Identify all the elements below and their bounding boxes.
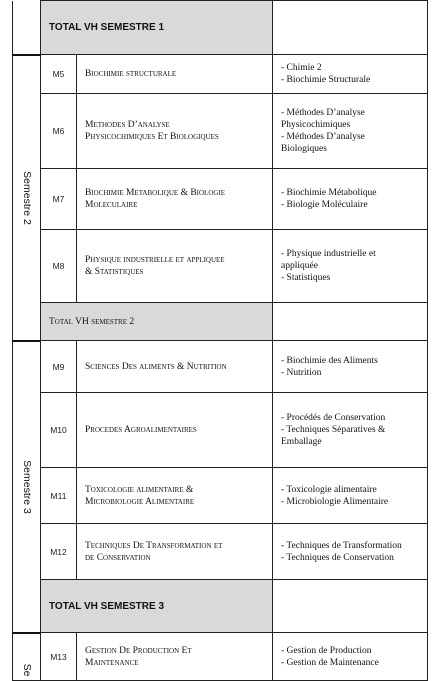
subject-item: - Biochimie des Aliments <box>281 355 378 366</box>
module-row <box>13 230 428 303</box>
total-vh-label: TOTAL VH SEMESTRE 3 <box>41 580 273 633</box>
subject-item: - Biochimie Métabolique <box>281 188 377 198</box>
module-code: M8 <box>41 230 77 303</box>
module-code: M10 <box>41 393 77 468</box>
module-title-line: Gestion De Production Et <box>85 645 192 656</box>
module-title-line: Maintenance <box>85 657 139 668</box>
module-row <box>13 393 428 468</box>
total-vh-value <box>273 1 428 55</box>
total-vh-value <box>273 580 428 633</box>
module-code: M9 <box>41 341 77 393</box>
module-title <box>77 633 273 681</box>
semester-label: Se <box>20 663 33 676</box>
module-title-line: Methodes D’analyse <box>85 120 170 130</box>
module-code: M11 <box>41 468 77 524</box>
module-title-line: Moleculaire <box>85 200 138 210</box>
curriculum-table <box>12 0 428 681</box>
module-subjects <box>273 633 428 681</box>
total-row-s2 <box>13 303 428 341</box>
module-row <box>13 94 428 169</box>
subject-item: - Biochimie Structurale <box>281 75 371 85</box>
semester-label: Semestre 3 <box>20 459 33 514</box>
subject-item: - Statistiques <box>281 273 331 283</box>
module-code: M5 <box>41 55 77 94</box>
module-subjects <box>273 393 428 468</box>
module-title <box>77 94 273 169</box>
module-subjects <box>273 94 428 169</box>
semester-cell <box>13 55 41 341</box>
module-title: Biochimie structurale <box>77 55 273 94</box>
total-row-s1 <box>13 1 428 55</box>
module-row <box>13 341 428 393</box>
total-vh-label: Total VH semestre 2 <box>41 303 273 341</box>
module-subjects <box>273 341 428 393</box>
module-title <box>77 230 273 303</box>
total-row-s3 <box>13 580 428 633</box>
module-title: Procedes Agroalimentaires <box>77 393 273 468</box>
module-row <box>13 633 428 681</box>
module-subjects <box>273 230 428 303</box>
subject-item: appliquée <box>281 261 318 271</box>
semester-cell <box>13 341 41 633</box>
module-title <box>77 468 273 524</box>
subject-item: Biologiques <box>281 144 327 154</box>
module-row <box>13 524 428 580</box>
subject-item: - Techniques Séparatives & <box>281 425 386 435</box>
module-row <box>13 468 428 524</box>
subject-item: Emballage <box>281 437 322 447</box>
module-title-line: Physicochimiques Et Biologiques <box>85 132 219 142</box>
module-code: M7 <box>41 169 77 230</box>
total-vh-value <box>273 303 428 341</box>
subject-item: - Méthodes D’analyse <box>281 132 365 142</box>
subject-item: - Nutrition <box>281 367 322 378</box>
module-title <box>77 169 273 230</box>
subject-item: - Toxicologie alimentaire <box>281 484 377 495</box>
subject-item: - Chimie 2 <box>281 63 322 73</box>
subject-item: - Techniques de Transformation <box>281 540 402 551</box>
module-subjects <box>273 468 428 524</box>
module-subjects <box>273 55 428 94</box>
subject-item: - Procédés de Conservation <box>281 413 386 423</box>
subject-item: - Gestion de Maintenance <box>281 657 379 668</box>
module-title <box>77 524 273 580</box>
semester-cell-blank <box>13 1 41 55</box>
module-title-line: de Conservation <box>85 552 151 563</box>
subject-item: - Méthodes D’analyse <box>281 108 365 118</box>
module-row <box>13 169 428 230</box>
subject-item: - Gestion de Production <box>281 645 372 656</box>
semester-cell <box>13 633 41 681</box>
module-title-line: Physique industrielle et appliquee <box>85 255 225 265</box>
subject-item: - Techniques de Conservation <box>281 552 394 563</box>
module-title-line: Techniques De Transformation et <box>85 540 223 551</box>
semester-label: Semestre 2 <box>20 170 33 225</box>
total-vh-label: TOTAL VH SEMESTRE 1 <box>41 1 273 55</box>
module-title-line: Microbiologie Alimentaire <box>85 496 195 507</box>
module-subjects <box>273 524 428 580</box>
module-code: M6 <box>41 94 77 169</box>
subject-item: - Physique industrielle et <box>281 249 376 259</box>
subject-item: Physicochimiques <box>281 120 351 130</box>
module-title-line: Biochimie Metabolique & Biologie <box>85 188 226 198</box>
module-row <box>13 55 428 94</box>
module-title: Sciences Des aliments & Nutrition <box>77 341 273 393</box>
module-title-line: & Statistiques <box>85 267 144 277</box>
module-title-line: Toxicologie alimentaire & <box>85 484 194 495</box>
module-code: M12 <box>41 524 77 580</box>
module-code: M13 <box>41 633 77 681</box>
module-subjects <box>273 169 428 230</box>
subject-item: - Biologie Moléculaire <box>281 200 368 210</box>
subject-item: - Microbiologie Alimentaire <box>281 496 389 507</box>
